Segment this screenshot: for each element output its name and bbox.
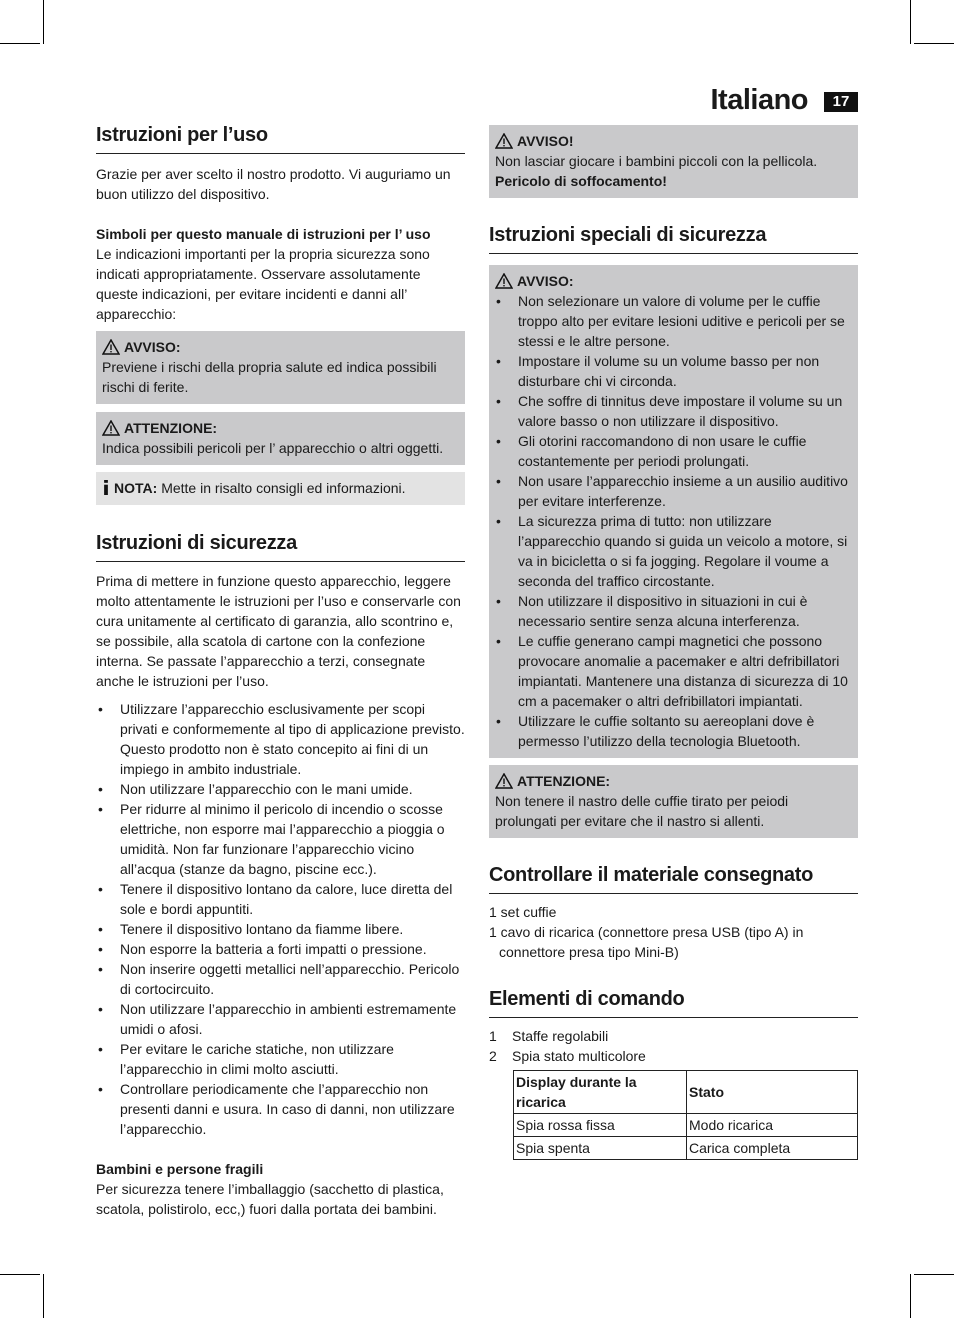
table-cell: Spia rossa fissa (514, 1114, 687, 1137)
table-header: Stato (687, 1071, 858, 1114)
attenzione-text: Non tenere il nastro delle cuffie tirato per peiodi prolungati per evitare che il nastro si allenti. (495, 793, 789, 829)
section-title-istruzioni-uso: Istruzioni per l’uso (96, 120, 465, 154)
children-text: Per sicurezza tenere l’imballaggio (sacchetto di plastica, scatola, polistirolo, ecc,) fuori dalla portata dei bambini. (96, 1181, 444, 1217)
crop-mark (43, 0, 44, 44)
list-item: • Non esporre la batteria a forti impatti o pressione. (96, 939, 465, 959)
list-item: • La sicurezza prima di tutto: non utilizzare l’apparecchio quando si guida un veicolo a motore, si va in bicicletta o si fa jogging. Regolare il voume a seconda del traffico circostante. (495, 511, 852, 591)
nota-text: Mette in risalto consigli ed informazioni. (161, 480, 406, 496)
item-text: Staffe regolabili (512, 1028, 609, 1044)
page-number: 17 (824, 92, 858, 112)
item-number: 1 (489, 1028, 497, 1044)
list-item (489, 1046, 858, 1066)
delivery-item: 1 set cuffie (489, 904, 557, 920)
attenzione-label: ATTENZIONE: (517, 773, 611, 789)
list-item (489, 1026, 858, 1046)
list-item: • Controllare periodicamente che l’apparecchio non presenti danni e usura. In caso di danni, non utilizzare l’apparecchio. (96, 1079, 465, 1139)
children-subtitle: Bambini e persone fragili (96, 1161, 264, 1177)
crop-mark (0, 43, 40, 44)
warning-icon (495, 773, 513, 789)
list-item: • Non utilizzare il dispositivo in situazioni in cui è necessario sentire senza alcuna interferenza. (495, 591, 852, 631)
symbols-text: Le indicazioni importanti per la propria sicurezza sono indicati appropriatamente. Osservare assolutamente queste indicazioni, per evitare incidenti e danni all’ apparecchio: (96, 246, 430, 322)
table-header-row (514, 1071, 858, 1114)
safety-list (96, 699, 465, 1139)
list-item: • Non utilizzare l’apparecchio in ambienti estremamente umidi o afosi. (96, 999, 465, 1039)
list-item: • Le cuffie generano campi magnetici che possono provocare anomalie a pacemaker e altri defribillatori impiantati. Mantenere una distanza di sicurezza di 10 cm a pacemaker o altri defribillatori impiantati. (495, 631, 852, 711)
crop-mark (910, 1274, 911, 1318)
section-title-comandi: Elementi di comando (489, 984, 858, 1018)
table-cell: Modo ricarica (687, 1114, 858, 1137)
section-title-materiale: Controllare il materiale consegnato (489, 860, 858, 894)
safety-intro: Prima di mettere in funzione questo apparecchio, leggere molto attentamente le istruzioni per l’uso e conservarle con cura unitamente al certificato di garanzia, allo scontrino e, se possibile, alla scatola di cartone con la confezione interna. Se passate l’apparecchio a terzi, consegnate anche le istruzioni per l’uso. (96, 573, 461, 689)
symbols-subtitle: Simboli per questo manuale di istruzioni per l’ uso (96, 226, 431, 242)
warning-icon (495, 133, 513, 149)
list-item: • Tenere il dispositivo lontano da fiamme libere. (96, 919, 465, 939)
section-title-sicurezza-speciali: Istruzioni speciali di sicurezza (489, 220, 858, 254)
right-column (489, 125, 858, 1160)
item-text: Spia stato multicolore (512, 1048, 646, 1064)
avviso-label: AVVISO! (517, 133, 574, 149)
list-item: • Per evitare le cariche statiche, non utilizzare l’apparecchio in climi molto asciutti. (96, 1039, 465, 1079)
list-item: • Non utilizzare l’apparecchio con le mani umide. (96, 779, 465, 799)
avviso-text: Non lasciar giocare i bambini piccoli con la pellicola. (495, 153, 818, 169)
list-item: • Non selezionare un valore di volume per le cuffie troppo alto per evitare lesioni uditive e pericoli per se stessi e le altre persone. (495, 291, 852, 351)
warning-icon (102, 420, 120, 436)
item-number: 2 (489, 1048, 497, 1064)
attenzione-label: ATTENZIONE: (124, 420, 218, 436)
list-item: • Gli otorini raccomandono di non usare le cuffie costantemente per periodi prolungati. (495, 431, 852, 471)
section-title-sicurezza: Istruzioni di sicurezza (96, 528, 465, 562)
list-item: • Impostare il volume su un volume basso per non disturbare chi vi circonda. (495, 351, 852, 391)
avviso-label: AVVISO: (517, 273, 574, 289)
attenzione-box (96, 412, 465, 465)
crop-mark (914, 1274, 954, 1275)
table-row (514, 1137, 858, 1160)
crop-mark (43, 1274, 44, 1318)
warning-icon (495, 273, 513, 289)
delivery-item: 1 cavo di ricarica (connettore presa USB (tipo A) in connettore presa tipo Mini-B) (489, 924, 804, 960)
nota-box (96, 472, 465, 505)
special-safety-list (495, 291, 852, 751)
info-icon (102, 480, 110, 495)
table-row (514, 1114, 858, 1137)
avviso-list-box (489, 265, 858, 758)
nota-label: NOTA: (114, 480, 158, 496)
avviso-text: Previene i rischi della propria salute ed indica possibili rischi di ferite. (102, 359, 437, 395)
attenzione-text: Indica possibili pericoli per l’ apparecchio o altri oggetti. (102, 440, 444, 456)
list-item: • Per ridurre al minimo il pericolo di incendio o scosse elettriche, non esporre mai l’apparecchio a pioggia o umidità. Non far funzionare l’apparecchio vicino all’acqua (stanze da bagno, piscine ecc.). (96, 799, 465, 879)
crop-mark (0, 1274, 40, 1275)
page-title: Italiano (710, 84, 808, 116)
list-item: • Utilizzare le cuffie soltanto su aereoplani dove è permesso l’utilizzo della tecnologia Bluetooth. (495, 711, 852, 751)
controls-list (489, 1026, 858, 1066)
crop-mark (910, 0, 911, 44)
list-item: • Che soffre di tinnitus deve impostare il volume su un valore basso o non utilizzare il dispositivo. (495, 391, 852, 431)
list-item: • Non inserire oggetti metallici nell’apparecchio. Pericolo di cortocircuito. (96, 959, 465, 999)
table-header: Display durante la ricarica (514, 1071, 687, 1114)
attenzione-box (489, 765, 858, 838)
status-table (513, 1070, 858, 1160)
warning-icon (102, 339, 120, 355)
avviso-label: AVVISO: (124, 339, 181, 355)
crop-mark (914, 43, 954, 44)
avviso-box (96, 331, 465, 404)
table-cell: Carica completa (687, 1137, 858, 1160)
avviso-bold: Pericolo di soffocamento! (495, 173, 667, 189)
intro-text: Grazie per aver scelto il nostro prodotto. Vi auguriamo un buon utilizzo del dispositivo. (96, 166, 451, 202)
table-cell: Spia spenta (514, 1137, 687, 1160)
list-item: • Utilizzare l’apparecchio esclusivamente per scopi privati e conformemente al tipo di applicazione previsto. Questo prodotto non è stato concepito ai fini di un impiego in ambito industriale. (96, 699, 465, 779)
list-item: • Tenere il dispositivo lontano da calore, luce diretta del sole e bordi appuntiti. (96, 879, 465, 919)
list-item: • Non usare l’apparecchio insieme a un ausilio auditivo per evitare interferenze. (495, 471, 852, 511)
avviso-pellicola-box (489, 125, 858, 198)
left-column (96, 120, 465, 1219)
